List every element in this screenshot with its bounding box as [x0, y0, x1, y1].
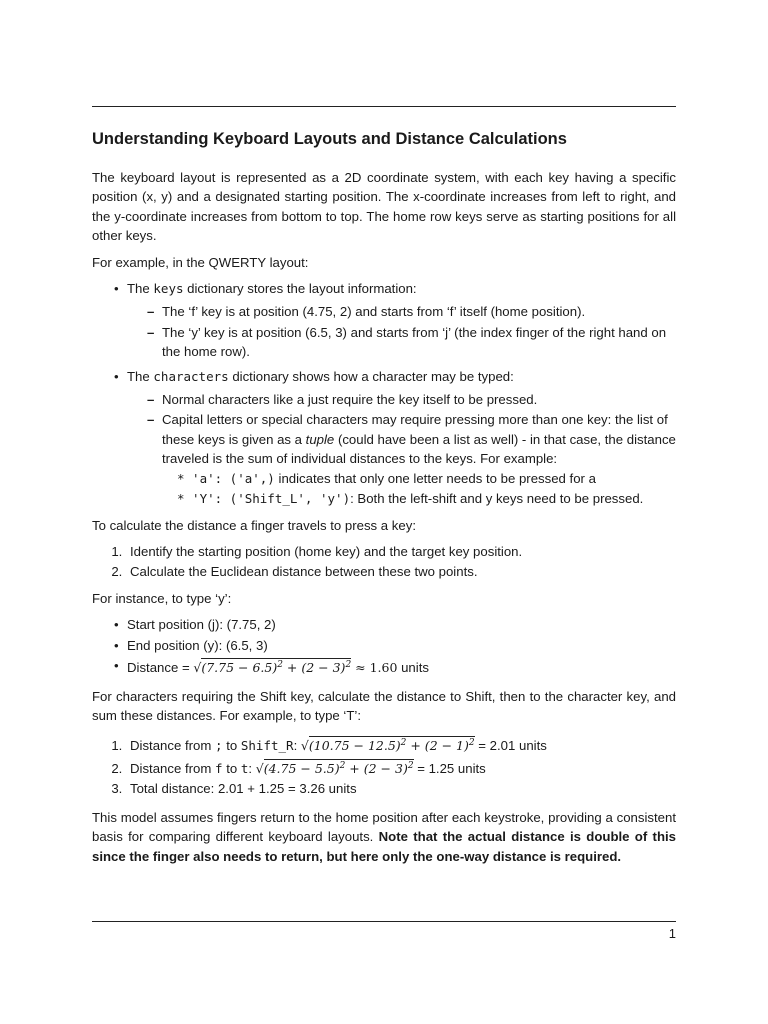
document-body: [92, 128, 676, 873]
keys-item: • The keys dictionary stores the layout information: – The ‘f’ key is at position (4.75, 2) and starts from ‘f’ itself (home position). – The ‘y’ key is at position (6.5, 3) and starts from ‘j’ (the index finger of the right hand on the home row).: [114, 279, 676, 362]
list-item: 3. Total distance: 2.01 + 1.25 = 3.26 units: [126, 779, 676, 798]
keys-subitems: [127, 302, 676, 361]
calc-intro: To calculate the distance a finger travels to press a key:: [92, 517, 416, 533]
list-item: 1. Distance from ; to Shift_R: $√(10.75 - 12.5)^2 + (2 - 1)^2 = 2.01$ units: [126, 734, 676, 756]
closing-paragraph: This model assumes fingers return to the home position after each keystroke, providing a consistent basis for comparing different keyboard layouts. Note that the actual distance is double of this since the finger also needs to return, but here only the one-way distance is required.: [92, 809, 676, 864]
layout-bullets: [92, 279, 676, 508]
shift-distance-formula: $√(10.75 - 12.5)^2 + (2 - 1)^2$: [300, 738, 475, 754]
shift-paragraph: For characters requiring the Shift key, calculate the distance to Shift, then to the character key, and sum these distances. For example, to type ‘T’:: [92, 688, 676, 723]
instance-intro: For instance, to type ‘y’:: [92, 590, 232, 606]
intro-paragraph: The keyboard layout is represented as a 2D coordinate system, with each key having a specific position (x, y) and a designated starting position. The x-coordinate increases from left to right, and the y-coordinate increases from bottom to top. The home row keys serve as starting positions for all other keys.: [92, 170, 676, 244]
code-example-y: * 'Y': ('Shift_L', 'y'): Both the left-shift and y keys need to be pressed.: [177, 491, 644, 507]
example-intro: For example, in the QWERTY layout:: [92, 254, 309, 270]
page-number: 1: [668, 926, 676, 941]
distance-formula: $√(7.75 - 6.5)^2 + (2 - 3)^2 \approx 1.60$: [193, 659, 398, 676]
list-item: 1. Identify the starting position (home key) and the target key position.: [126, 542, 676, 561]
code-example-a: * 'a': ('a',) indicates that only one letter needs to be pressed for a: [177, 470, 596, 486]
list-item: – The ‘f’ key is at position (4.75, 2) and starts from ‘f’ itself (home position).: [147, 302, 676, 321]
keys-code: keys: [153, 281, 184, 297]
characters-item: • The characters dictionary shows how a character may be typed: – Normal characters like a just require the key itself to be pressed. – Capital letters or special characters may require pressing more than one key: the list of these keys is given as a tuple (could have been a list as well) - in that case, the distance traveled is the sum of individual distances to the keys. For example: * 'a': ('a',) indicates that only one letter needs to be pressed for a * 'Y': ('Shift_L', 'y'): Both the left-shift and y keys need to be pressed.: [114, 367, 676, 509]
list-item: 2. Distance from f to t: $√(4.75 - 5.5)^2 + (2 - 3)^2 = 1.25$ units: [126, 757, 676, 779]
list-item: – Capital letters or special characters may require pressing more than one key: the list of these keys is given as a tuple (could have been a list as well) - in that case, the distance traveled is the sum of individual distances to the keys. For example: * 'a': ('a',) indicates that only one letter needs to be pressed for a * 'Y': ('Shift_L', 'y'): Both the left-shift and y keys need to be pressed.: [147, 410, 676, 508]
key-distance-formula: $√(4.75 - 5.5)^2 + (2 - 3)^2$: [255, 760, 414, 777]
code-examples: [162, 469, 676, 509]
characters-code: characters: [153, 368, 229, 384]
list-item: – Normal characters like a just require the key itself to be pressed.: [147, 390, 676, 409]
page-title: Understanding Keyboard Layouts and Distance Calculations: [92, 130, 567, 148]
list-item: – The ‘y’ key is at position (6.5, 3) and starts from ‘j’ (the index finger of the right hand on the home row).: [147, 323, 676, 362]
bottom-rule: [92, 921, 676, 922]
top-rule: [92, 106, 676, 107]
instance-bullets: [92, 615, 676, 677]
calc-steps: [92, 542, 676, 582]
list-item: • Start position (j): (7.75, 2): [114, 615, 676, 634]
shift-steps: [92, 734, 676, 799]
characters-subitems: [127, 390, 676, 508]
distance-item: • Distance = $√(7.75 - 6.5)^2 + (2 - 3)^2 \approx 1.60$ units: [114, 656, 676, 678]
list-item: 2. Calculate the Euclidean distance between these two points.: [126, 562, 676, 581]
list-item: • End position (y): (6.5, 3): [114, 636, 676, 655]
closing-note: Note that the actual distance is double of this since the finger also needs to return, but here only the one-way distance is required.: [92, 829, 676, 864]
